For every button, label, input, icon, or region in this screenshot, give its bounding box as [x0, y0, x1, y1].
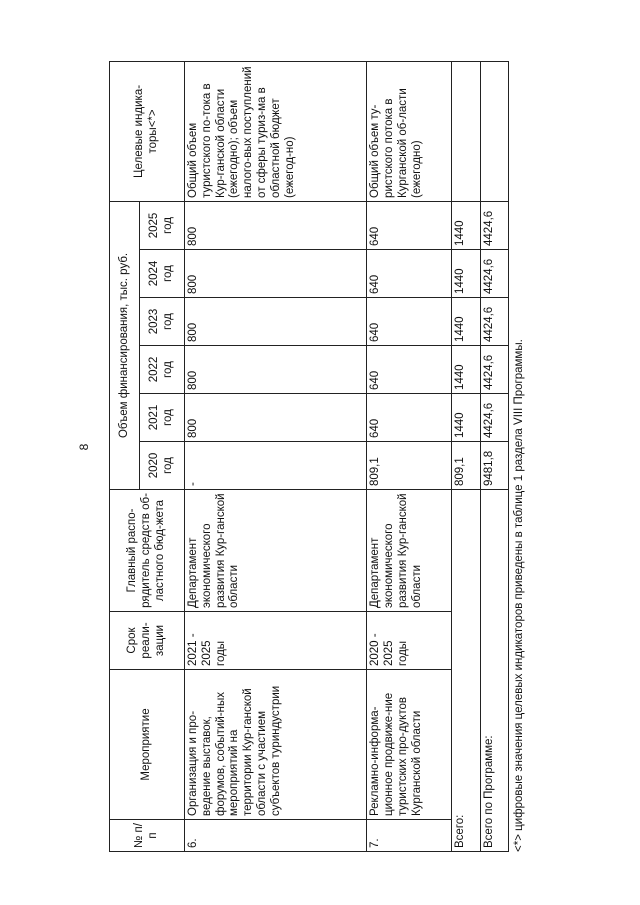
program-total-value: 4424,6 — [480, 346, 508, 394]
table-row — [184, 61, 366, 851]
row-value: 640 — [367, 394, 452, 442]
row-manager: Департамент экономического развития Кур-ганской области — [367, 490, 452, 612]
program-total-value: 4424,6 — [480, 250, 508, 298]
program-total-value: 9481,8 — [480, 442, 508, 490]
row-value: 800 — [184, 346, 366, 394]
row-value: 800 — [184, 394, 366, 442]
row-value: - — [184, 442, 366, 490]
program-total-value: 4424,6 — [480, 201, 508, 249]
row-indicators: Общий объем ту-ристского потока в Курганской об-ласти (ежегодно) — [367, 61, 452, 201]
row-indicators: Общий объем туристского по-тока в Кур-ганской области (ежегодно); объем налого-вых поступлений от сферы туриз-ма в областной бюджет (ежегод-но) — [184, 61, 366, 201]
program-total-value: 4424,6 — [480, 394, 508, 442]
header-year: 2021 год — [140, 394, 185, 442]
program-total-label: Всего по Программе: — [480, 490, 508, 852]
row-value: 800 — [184, 250, 366, 298]
header-year: 2020 год — [140, 442, 185, 490]
row-term: 2021 - 2025 годы — [184, 612, 366, 670]
row-event: Рекламно-информа-ционное продвиже-ние туристских про-дуктов Курганской области — [367, 670, 452, 820]
row-value: 640 — [367, 250, 452, 298]
header-year: 2023 год — [140, 298, 185, 346]
financing-table — [109, 61, 509, 852]
header-event: Мероприятие — [110, 670, 185, 820]
program-total-row — [480, 61, 508, 851]
total-value: 1440 — [452, 250, 480, 298]
row-no: 7. — [367, 820, 452, 852]
row-value: 800 — [184, 298, 366, 346]
header-year: 2025 год — [140, 201, 185, 249]
program-total-value: 4424,6 — [480, 298, 508, 346]
header-no: № п/п — [110, 820, 185, 852]
row-value: 640 — [367, 201, 452, 249]
total-empty — [452, 61, 480, 201]
header-funding: Объем финансирования, тыс. руб. — [110, 201, 140, 489]
row-term: 2020 - 2025 годы — [367, 612, 452, 670]
row-value: 800 — [184, 201, 366, 249]
total-value: 1440 — [452, 201, 480, 249]
row-manager: Департамент экономического развития Кур-ганской области — [184, 490, 366, 612]
header-year: 2024 год — [140, 250, 185, 298]
total-value: 809,1 — [452, 442, 480, 490]
row-event: Организация и про-ведение выставок, форумов, событий-ных мероприятий на территории Кур-ганской области с участием субъектов туриндустрии — [184, 670, 366, 820]
header-manager: Главный распо-рядитель средств об-ластного бюд-жета — [110, 490, 185, 612]
header-term: Срок реали-зации — [110, 612, 185, 670]
header-indicators: Целевые индика-торы<*> — [110, 61, 185, 201]
program-total-empty — [480, 61, 508, 201]
footnote: <*> цифровые значения целевых индикаторов приведены в таблице 1 раздела VIII Программы. — [513, 339, 525, 852]
header-year: 2022 год — [140, 346, 185, 394]
table-row — [367, 61, 452, 851]
row-no: 6. — [184, 820, 366, 852]
total-value: 1440 — [452, 298, 480, 346]
total-value: 1440 — [452, 394, 480, 442]
row-value: 640 — [367, 298, 452, 346]
total-label: Всего: — [452, 490, 480, 852]
total-row — [452, 61, 480, 851]
row-value: 809,1 — [367, 442, 452, 490]
total-value: 1440 — [452, 346, 480, 394]
page-number: 8 — [77, 443, 91, 451]
row-value: 640 — [367, 346, 452, 394]
rotated-page-content — [109, 62, 531, 852]
